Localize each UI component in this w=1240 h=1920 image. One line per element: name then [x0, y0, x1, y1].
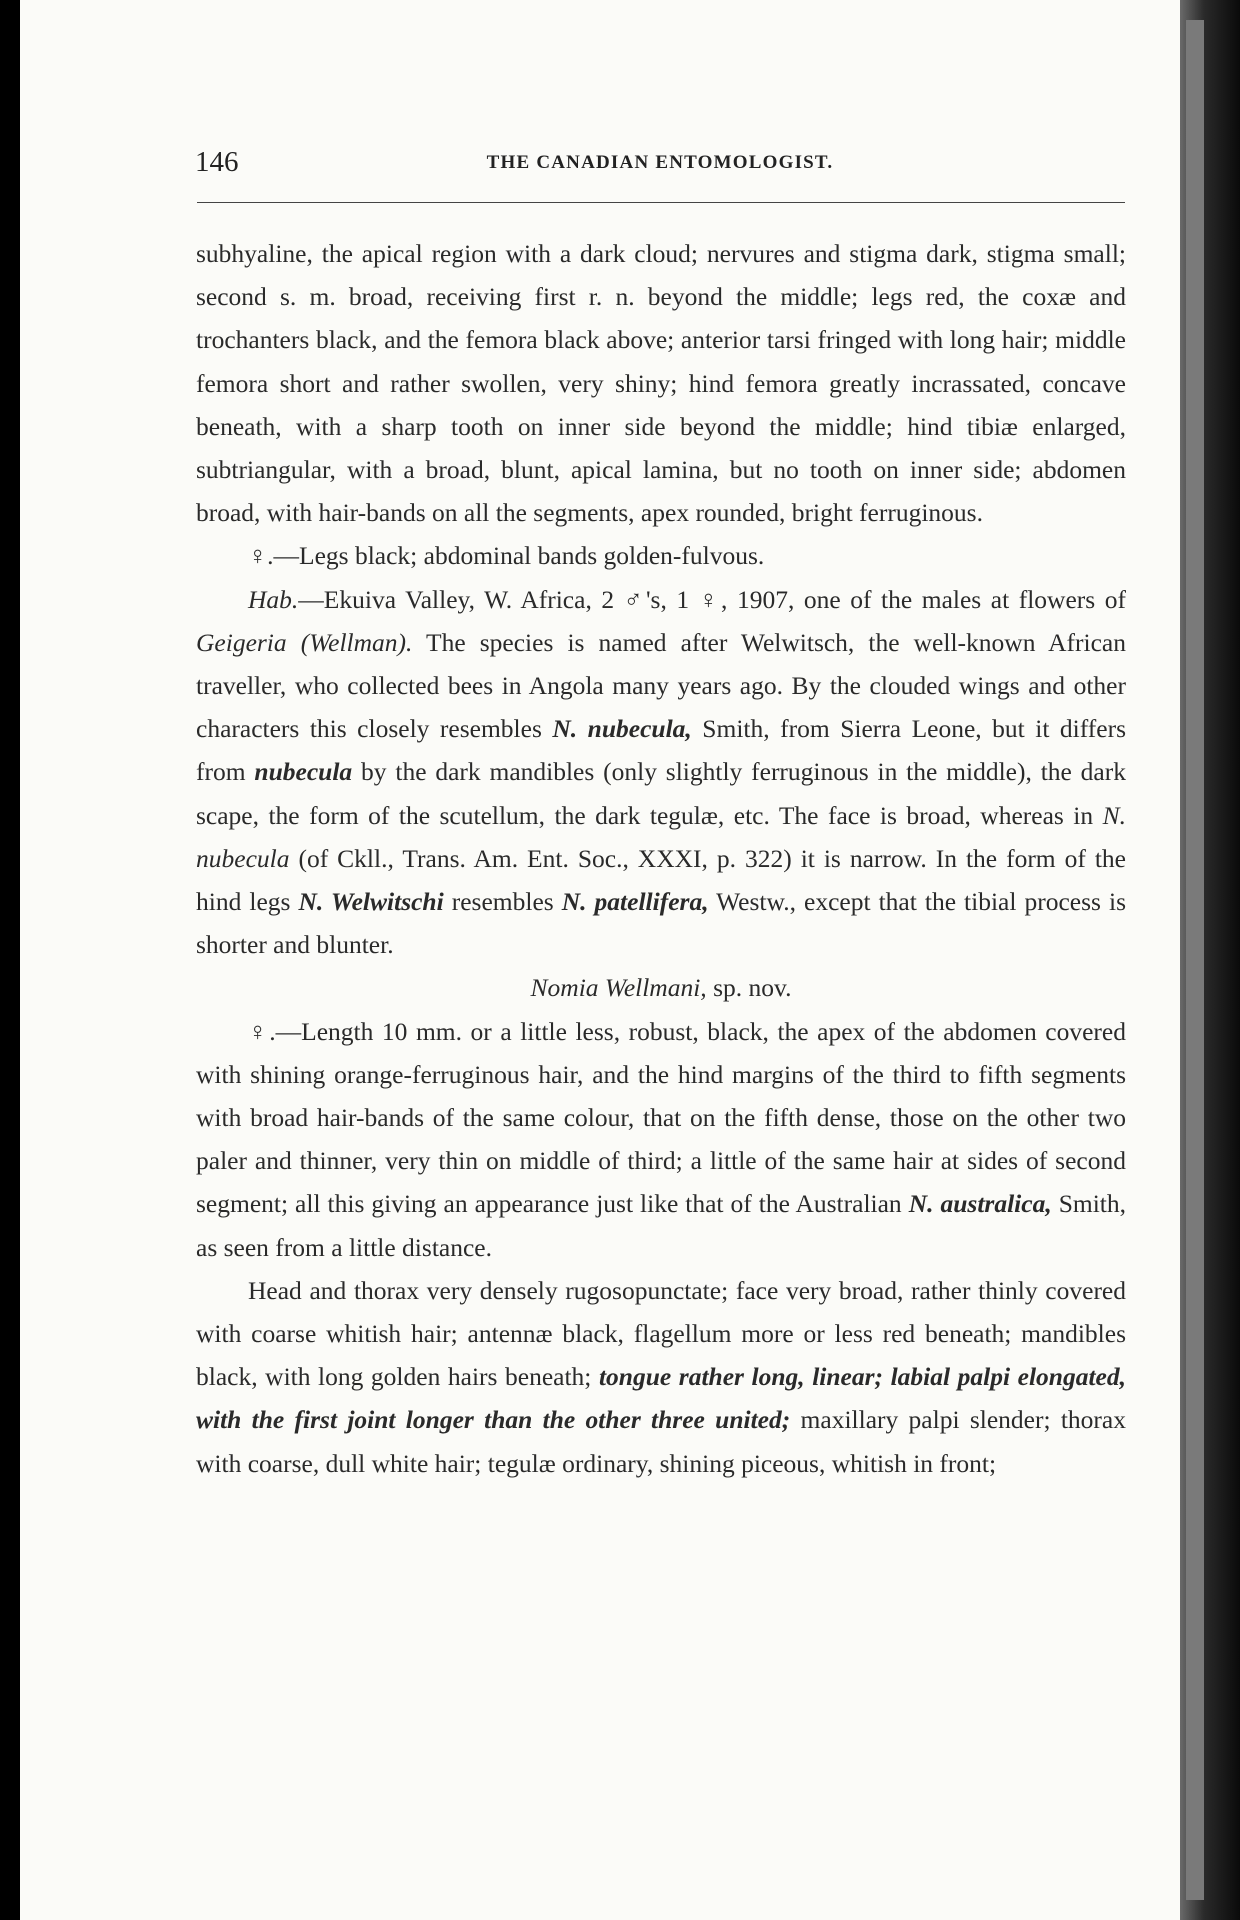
text-span: Smith, from Sierra Leone, but it differs from — [196, 714, 1127, 787]
paragraph-female: ♀.—Legs black; abdominal bands golden-fulvous. — [248, 541, 765, 571]
text-span: Head and thorax very densely rugosopunctate; face very broad, rather thinly covered with coarse whitish hair; antennæ black, flagellum more or less red beneath; mandibles black, with long golden hairs beneath; — [196, 1275, 1126, 1392]
page-number: 146 — [195, 146, 239, 178]
species-name: nubecula — [254, 757, 353, 787]
paragraph-head-thorax — [196, 1269, 1126, 1485]
species-name: N. patellifera, — [561, 887, 709, 917]
species-name: N. nubecula — [196, 800, 1126, 873]
text-span: resembles — [443, 887, 562, 917]
text-span: The species is named after Welwitsch, the well-known African traveller, who collected bees in Angola many years ago. By the clouded wings and other characters this closely resembles — [196, 627, 1126, 744]
paragraph-length — [196, 1010, 1126, 1269]
species-name: N. australica, — [908, 1189, 1052, 1219]
paragraph-habitat — [196, 578, 1126, 967]
header-rule — [197, 202, 1125, 203]
body-text — [196, 232, 1126, 1485]
text-span: Smith, as seen from a little distance. — [196, 1189, 1127, 1262]
species-name: N. nubecula, — [552, 714, 692, 744]
emphasized-text: tongue rather long, linear; labial palpi elongated, with the first joint longer than the other three united; — [196, 1362, 1126, 1435]
species-heading-name: Nomia Wellmani, — [530, 973, 707, 1003]
genus-geigeria: Geigeria (Wellman). — [196, 627, 413, 657]
text-span: ♀.—Length 10 mm. or a little less, robust, black, the apex of the abdomen covered with shining orange-ferruginous hair, and the hind margins of the third to fifth segments with broad hair-bands of the same colour, that on the fifth dense, those on the other two paler and thinner, very thin on middle of third; a little of the same hair at sides of second segment; all this giving an appearance just like that of the Australian — [196, 1016, 1126, 1219]
running-title: THE CANADIAN ENTOMOLOGIST. — [486, 152, 834, 173]
species-heading — [196, 966, 1126, 1009]
text-span: (of Ckll., Trans. Am. Ent. Soc., XXXI, p. 322) it is narrow. In the form of the hind legs — [196, 843, 1126, 917]
text-span: Westw., except that the tibial process is shorter and blunter. — [196, 887, 1126, 960]
species-heading-suffix: sp. nov. — [706, 973, 792, 1003]
text-span: maxillary palpi slender; thorax with coarse, dull white hair; tegulæ ordinary, shining piceous, whitish in front; — [196, 1405, 1126, 1478]
page-header — [195, 146, 1125, 186]
species-name: N. Welwitschi — [298, 887, 444, 917]
paragraph-description: subhyaline, the apical region with a dark cloud; nervures and stigma dark, stigma small; second s. m. broad, receiving first r. n. beyond the middle; legs red, the coxæ and trochanters black, and the femora black above; anterior tarsi fringed with long hair; middle femora short and rather swollen, very shiny; hind femora greatly incrassated, concave beneath, with a sharp tooth on inner side beyond the middle; hind tibiæ enlarged, subtriangular, with a broad, blunt, apical lamina, but no tooth on inner side; abdomen broad, with hair-bands on all the segments, apex rounded, bright ferruginous. — [196, 239, 1126, 528]
hab-label: Hab. — [248, 584, 299, 614]
book-spine-edge — [1186, 20, 1204, 1900]
text-span: by the dark mandibles (only slightly ferruginous in the middle), the dark scape, the form of the scutellum, the dark tegulæ, etc. The face is broad, whereas in — [196, 757, 1126, 830]
text-span: —Ekuiva Valley, W. Africa, 2 ♂'s, 1 ♀, 1907, one of the males at flowers of — [298, 584, 1126, 614]
